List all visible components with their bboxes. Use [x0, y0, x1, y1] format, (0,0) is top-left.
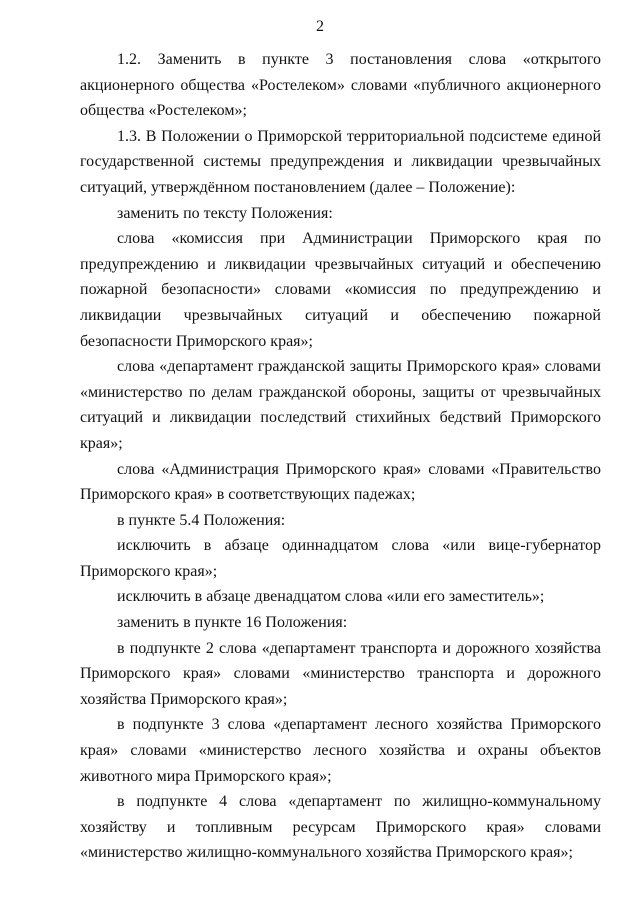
paragraph-replace-in-text: заменить по тексту Положения:: [117, 204, 333, 222]
paragraph-administration: слова «Администрация Приморского края» словами «Правительство Приморского края» в соответствующих падежах;: [80, 460, 601, 504]
paragraph-exclude-11: исключить в абзаце одиннадцатом слова «или вице-губернатор Приморского края»;: [80, 537, 601, 580]
paragraph-subitem-4: в подпункте 4 слова «департамент по жилищно-коммунальному хозяйству и топливным ресурсам Приморского края» словами «министерство жилищно-коммунального хозяйства Приморского края»;: [80, 793, 601, 862]
paragraph-item-5-4: в пункте 5.4 Положения:: [117, 511, 286, 529]
paragraph-commission: слова «комиссия при Администрации Приморского края по предупреждению и ликвидации чрезвычайных ситуаций и обеспечению пожарной безопасности» словами «комиссия по предупреждению и ликвидации чрезвычайных ситуаций и обеспечению пожарной безопасности Приморского края»;: [80, 230, 601, 350]
paragraph-item-16: заменить в пункте 16 Положения:: [117, 614, 348, 632]
page-number: 2: [316, 18, 324, 35]
paragraph-1-2: 1.2. Заменить в пункте 3 постановления слова «открытого акционерного общества «Ростелеком» словами «публичного акционерного общества «Ростелеком»;: [80, 51, 601, 120]
paragraph-civil-defense: слова «департамент гражданской защиты Приморского края» словами «министерство по делам гражданской обороны, защиты от чрезвычайных ситуаций и ликвидации последствий стихийных бедствий Приморского края»;: [80, 358, 601, 452]
paragraph-1-3: 1.3. В Положении о Приморской территориальной подсистеме единой государственной системы предупреждения и ликвидации чрезвычайных ситуаций, утверждённом постановлением (далее – Положение):: [80, 127, 601, 196]
paragraph-subitem-3: в подпункте 3 слова «департамент лесного хозяйства Приморского края» словами «министерство лесного хозяйства и охраны объектов животного мира Приморского края»;: [80, 716, 601, 785]
paragraph-exclude-12: исключить в абзаце двенадцатом слова «или его заместитель»;: [117, 588, 545, 606]
document-body: [80, 47, 601, 866]
paragraph-subitem-2: в подпункте 2 слова «департамент транспорта и дорожного хозяйства Приморского края» словами «министерство транспорта и дорожного хозяйства Приморского края»;: [80, 639, 601, 708]
